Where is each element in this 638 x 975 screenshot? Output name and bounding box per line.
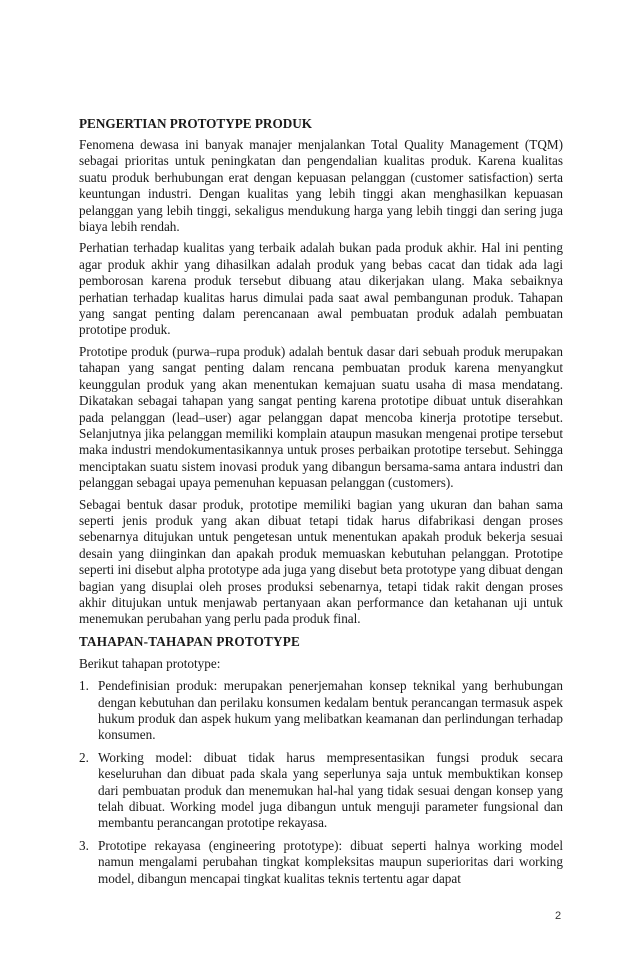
stages-list (79, 678, 563, 887)
paragraph-2: Perhatian terhadap kualitas yang terbaik adalah bukan pada produk akhir. Hal ini penting agar produk akhir yang dihasilkan adalah produk yang bebas cacat dan tidak ada lagi pemborosan karena produk tersebut dibuang atau dikerjakan ulang. Maka sebaiknya perhatian terhadap kualitas harus dimulai pada saat awal pembangunan produk. Tahapan yang sangat penting dalam perencanaan awal pembuatan produk adalah pembuatan prototipe produk. (79, 240, 563, 338)
list-item (79, 750, 563, 832)
list-item (79, 678, 563, 744)
section-heading-pengertian: PENGERTIAN PROTOTYPE PRODUK (79, 116, 313, 131)
list-item-number: 3. (79, 837, 89, 853)
paragraph-1: Fenomena dewasa ini banyak manajer menjalankan Total Quality Management (TQM) sebagai prioritas untuk peningkatan dan pengendalian kualitas produk. Karena kualitas suatu produk berhubungan erat dengan kepuasan pelanggan (customer satisfaction) serta keuntungan industri. Dengan kualitas yang lebih tinggi akan menghasilkan kepuasan pelanggan yang lebih tinggi, sekaligus mendukung harga yang lebih tinggi dan sering juga biaya lebih rendah. (79, 137, 563, 235)
list-item-number: 1. (79, 678, 89, 694)
paragraph-4: Sebagai bentuk dasar produk, prototipe memiliki bagian yang ukuran dan bahan sama seperti jenis produk yang akan dibuat tetapi tidak harus difabrikasi dengan proses sebenarnya ditujukan untuk pengetesan untuk menentukan apakah produk bekerja sesuai desain yang diinginkan dan apakah produk memuaskan kebutuhan pelanggan. Prototipe seperti ini disebut alpha prototype ada juga yang disebut beta prototype yang dibuat dengan bagian yang disuplai oleh proses produksi sebenarnya, tetapi tidak rakit dengan proses akhir ditujukan untuk menjawab pertanyaan akan performance dan ketahanan uji untuk menemukan perubahan yang perlu pada produk final. (79, 496, 563, 627)
paragraph-3: Prototipe produk (purwa–rupa produk) adalah bentuk dasar dari sebuah produk merupakan tahapan yang sangat penting dalam rencana pembuatan produk karena menyangkut keunggulan produk yang akan menentukan kemajuan suatu usaha di masa mendatang. Dikatakan sebagai tahapan yang sangat penting karena prototipe dibuat untuk diserahkan pada pelanggan (lead–user) agar pelanggan dapat mencoba kinerja prototipe tersebut. Selanjutnya jika pelanggan memiliki komplain ataupun masukan mengenai protipe tersebut maka industri mendokumentasikannya untuk proses perbaikan prototipe tersebut. Sehingga menciptakan suatu sistem inovasi produk yang dibangun bersama-sama antara industri dan pelanggan sebagai upaya pemenuhan kepuasan pelanggan (customers). (79, 343, 563, 491)
section-heading-tahapan: TAHAPAN-TAHAPAN PROTOTYPE (79, 633, 300, 649)
page-number: 2 (555, 910, 562, 922)
list-item-text: Working model: dibuat tidak harus mempresentasikan fungsi produk secara keseluruhan dan dibuat pada skala yang seperlunya saja untuk membuktikan konsep dari pembuatan produk dan menemukan hal-hal yang tidak sesuai dengan konsep yang telah dibuat. Working model juga dibangun untuk menguji parameter fungsional dan membantu perancangan prototipe rekayasa. (98, 749, 563, 831)
list-item-number: 2. (79, 749, 89, 765)
list-item (79, 838, 563, 887)
list-intro: Berikut tahapan prototype: (79, 655, 221, 671)
list-item-text: Prototipe rekayasa (engineering prototype): dibuat seperti halnya working model namun mengalami perubahan tingkat kompleksitas maupun superioritas dari working model, dibangun mencapai tingkat kualitas teknis tertentu agar dapat (98, 837, 563, 886)
list-item-text: Pendefinisian produk: merupakan penerjemahan konsep teknikal yang berhubungan dengan kebutuhan dan perilaku konsumen kedalam bentuk perancangan termasuk aspek hukum produk dan aspek hukum yang melibatkan keamanan dan perlindungan terhadap konsumen. (98, 678, 563, 743)
document-body (79, 116, 563, 893)
